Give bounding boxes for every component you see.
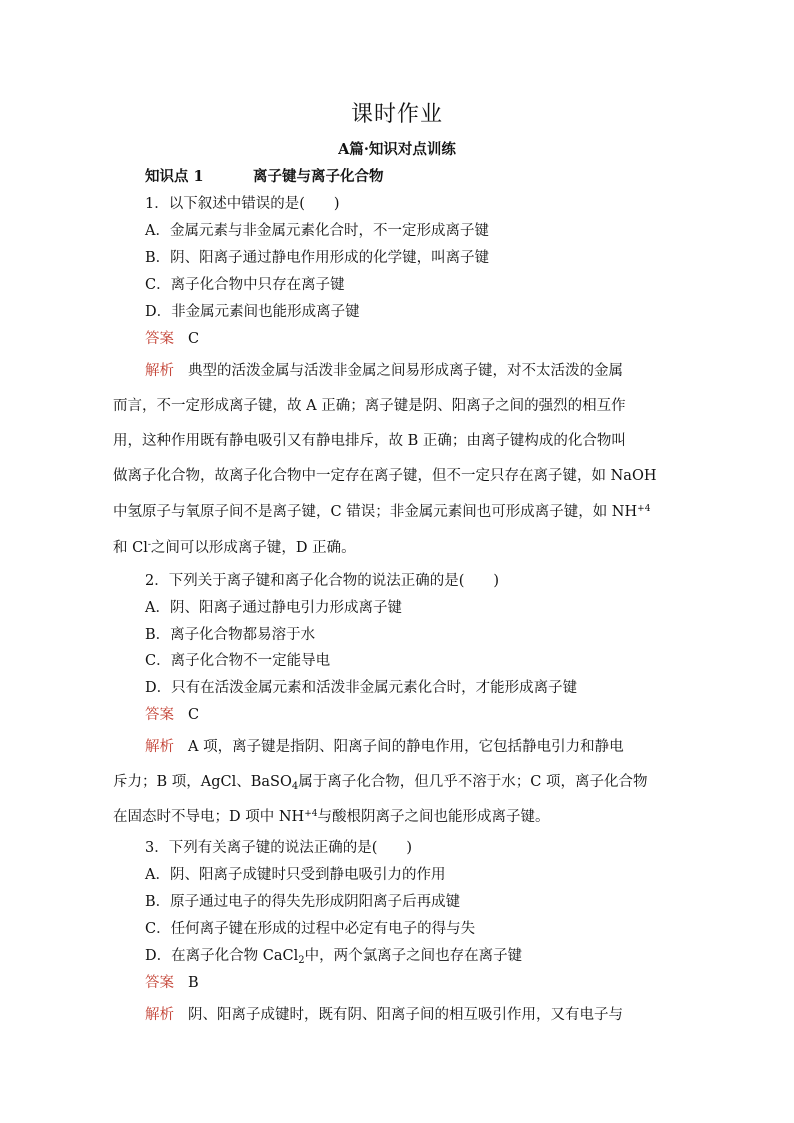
- knowledge-point-title: 离子键与离子化合物: [253, 168, 384, 185]
- q1-option-c: C．离子化合物中只存在离子键: [145, 277, 345, 293]
- q1-option-d: D．非金属元素间也能形成离子键: [145, 304, 360, 320]
- q2-analysis-line-1: 解析 A 项，离子键是指阴、阳离子间的静电作用，它包括静电引力和静电: [145, 739, 624, 755]
- q2-analysis-line-3: 在固态时不导电；D 项中 $NH^{+4}$与酸根阴离子之间也能形成离子键。: [113, 809, 550, 825]
- q2-answer-value: C: [188, 707, 200, 723]
- q2-stem: 2．下列关于离子键和离子化合物的说法正确的是( ): [145, 573, 500, 589]
- q3-option-d: D．在离子化合物 CaCl$_2$中，两个氯离子之间也存在离子键: [145, 948, 523, 966]
- q1-answer: [145, 327, 199, 348]
- q1-analysis-line-1: 解析 典型的活泼金属与活泼非金属之间易形成离子键，对不太活泼的金属: [145, 363, 623, 379]
- q2-option-c: C．离子化合物不一定能导电: [145, 653, 331, 669]
- q3-answer: 答案 B: [145, 975, 199, 991]
- q1-option-b: B．阴、阳离子通过静电作用形成的化学键，叫离子键: [145, 250, 490, 266]
- q1-stem: 1．以下叙述中错误的是( ): [145, 196, 340, 212]
- q1-answer-value: C: [188, 331, 200, 347]
- q1-analysis-line-4: 做离子化合物，故离子化合物中一定存在离子键，但不一定只存在离子键，如 NaOH: [113, 468, 657, 484]
- q3-option-a: A．阴、阳离子成键时只受到静电吸引力的作用: [145, 867, 446, 883]
- q1-analysis-line-6: 和 Cl-之间可以形成离子键，D 正确。: [113, 540, 356, 556]
- q3-answer-value: B: [188, 975, 199, 991]
- answer-label: 答案: [145, 331, 174, 347]
- q1-analysis-line-5: 中氢原子与氧原子间不是离子键，C 错误；非金属元素间也可形成离子键，如 $NH^{+4}$: [113, 504, 651, 520]
- q2-option-a: A．阴、阳离子通过静电引力形成离子键: [145, 600, 402, 616]
- q1-analysis-line-2: 而言，不一定形成离子键，故 A 正确；离子键是阴、阳离子之间的强烈的相互作: [113, 398, 626, 414]
- knowledge-point-label: 知识点 1: [145, 168, 204, 185]
- q1-option-a: A．金属元素与非金属元素化合时，不一定形成离子键: [145, 223, 489, 239]
- analysis-label: 解析: [145, 363, 174, 379]
- q2-option-b: B．离子化合物都易溶于水: [145, 627, 316, 643]
- q3-option-b: B．原子通过电子的得失先形成阴阳离子后再成键: [145, 894, 461, 910]
- q2-answer: 答案 C: [145, 707, 200, 723]
- q2-analysis-line-2: 斥力；B 项，AgCl、BaSO$_4$属于离子化合物，但几乎不溶于水；C 项，离子化合物: [113, 774, 648, 792]
- q3-analysis-line-1: 解析 阴、阳离子成键时，既有阴、阳离子间的相互吸引作用，又有电子与: [145, 1007, 623, 1023]
- q2-option-d: D．只有在活泼金属元素和活泼非金属元素化合时，才能形成离子键: [145, 680, 578, 696]
- q3-stem: 3．下列有关离子键的说法正确的是( ): [145, 840, 413, 856]
- section-subtitle: A篇·知识对点训练: [338, 141, 456, 158]
- page-title: 课时作业: [350, 102, 443, 127]
- q3-option-c: C．任何离子键在形成的过程中必定有电子的得与失: [145, 921, 476, 937]
- q1-analysis-line-3: 用，这种作用既有静电吸引又有静电排斥，故 B 正确；由离子键构成的化合物叫: [113, 433, 626, 449]
